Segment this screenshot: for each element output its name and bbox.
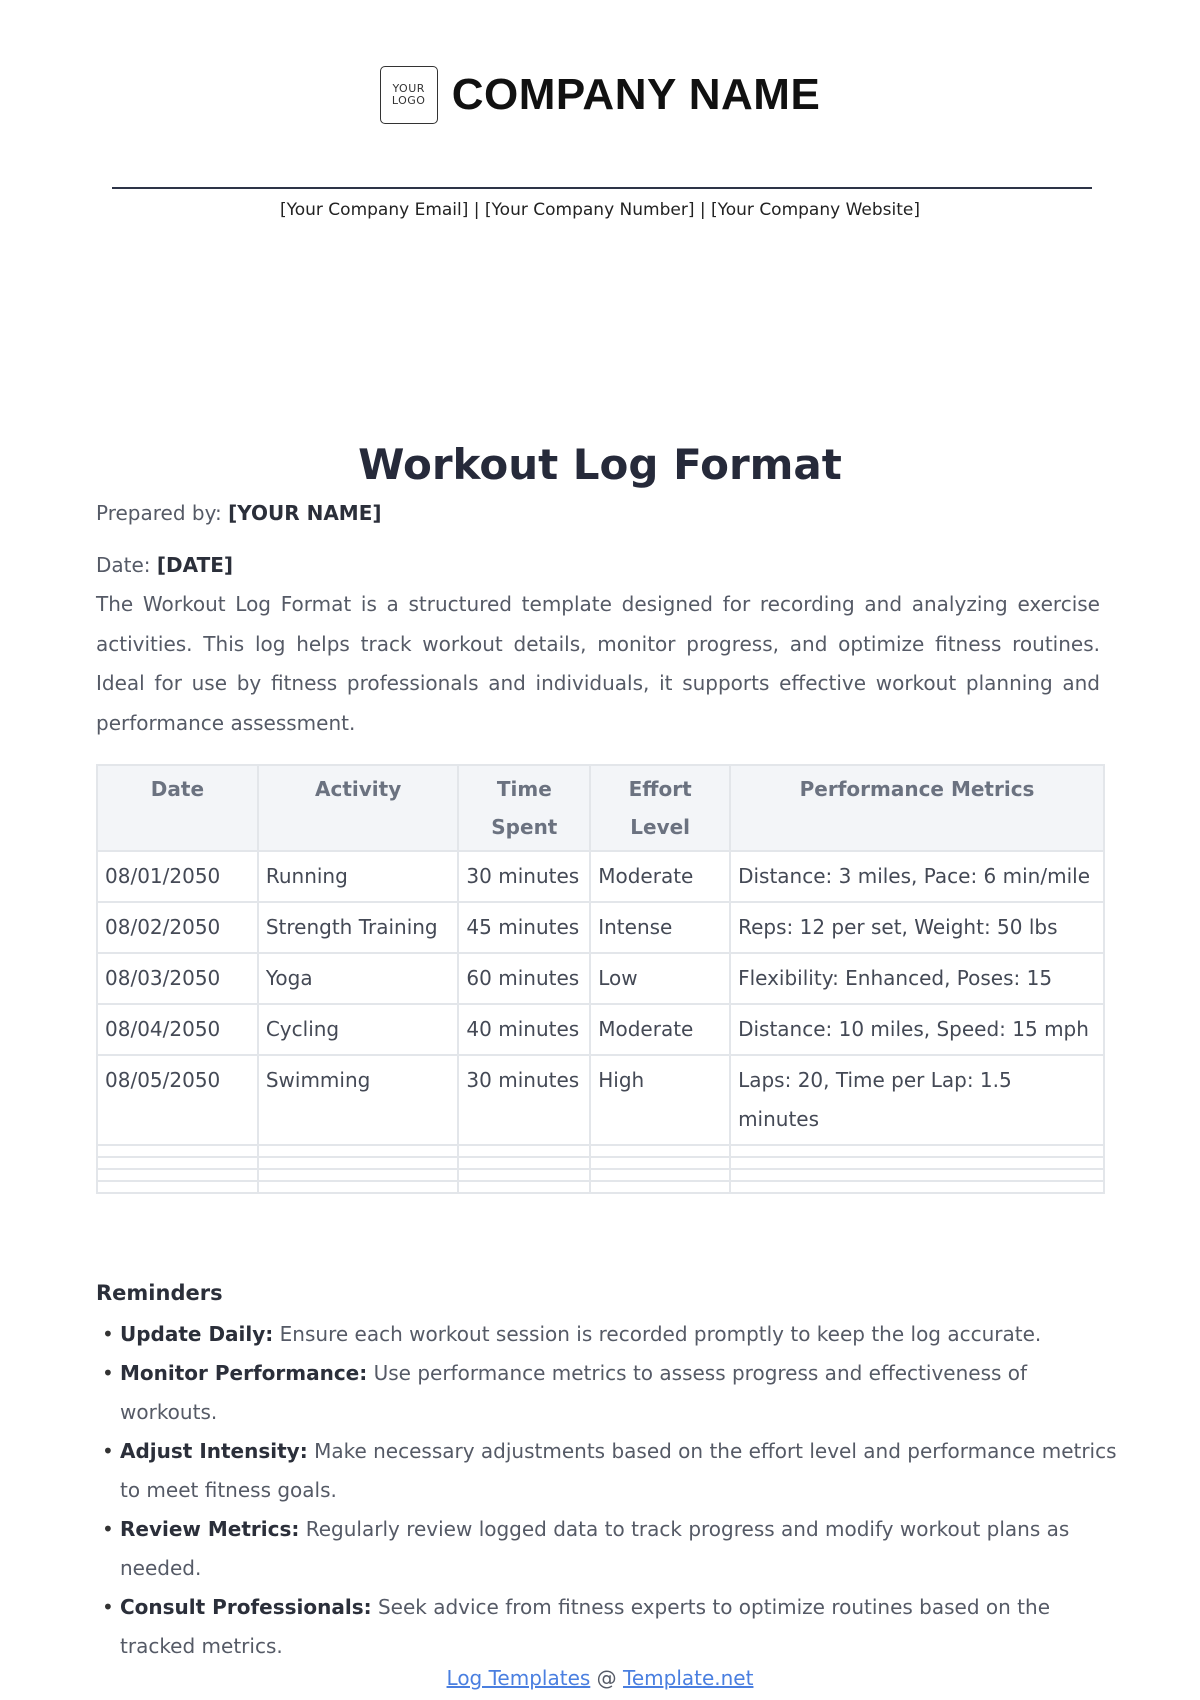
list-item — [120, 1432, 1130, 1510]
cell-date: 08/01/2050 — [97, 851, 258, 902]
cell-time-spent: 30 minutes — [458, 851, 590, 902]
reminders-heading: Reminders — [96, 1281, 223, 1305]
logo-text-line1: YOUR — [392, 82, 425, 95]
date-label: Date: — [96, 553, 151, 577]
reminder-text: Ensure each workout session is recorded promptly to keep the log accurate. — [279, 1322, 1042, 1346]
cell-effort-level: Moderate — [590, 1004, 730, 1055]
cell-date: 08/05/2050 — [97, 1055, 258, 1145]
column-header-activity: Activity — [258, 765, 459, 851]
cell-date: 08/02/2050 — [97, 902, 258, 953]
empty-table-row — [97, 1181, 1104, 1193]
reminder-label: Monitor Performance: — [120, 1361, 368, 1385]
log-templates-link[interactable]: Log Templates — [446, 1666, 591, 1690]
list-item — [120, 1315, 1130, 1354]
reminders-list — [96, 1315, 1130, 1666]
cell-performance-metrics: Reps: 12 per set, Weight: 50 lbs — [730, 902, 1104, 953]
cell-effort-level: High — [590, 1055, 730, 1145]
table-row — [97, 851, 1104, 902]
template-net-link[interactable]: Template.net — [623, 1666, 754, 1690]
logo-placeholder — [380, 66, 438, 124]
table-header-row — [97, 765, 1104, 851]
brand-block — [0, 66, 1200, 124]
cell-effort-level: Low — [590, 953, 730, 1004]
cell-time-spent: 40 minutes — [458, 1004, 590, 1055]
cell-activity: Swimming — [258, 1055, 459, 1145]
empty-cell — [730, 1181, 1104, 1193]
empty-cell — [458, 1181, 590, 1193]
reminder-label: Update Daily: — [120, 1322, 274, 1346]
header-divider — [112, 187, 1092, 189]
empty-cell — [258, 1181, 459, 1193]
empty-cell — [458, 1169, 590, 1181]
company-contact-line: [Your Company Email] | [Your Company Number] | [Your Company Website] — [279, 200, 920, 220]
date-line — [96, 553, 233, 577]
column-header-date: Date — [97, 765, 258, 851]
reminder-label: Review Metrics: — [120, 1517, 300, 1541]
cell-performance-metrics: Laps: 20, Time per Lap: 1.5 minutes — [730, 1055, 1104, 1145]
list-item — [120, 1510, 1130, 1588]
cell-performance-metrics: Flexibility: Enhanced, Poses: 15 — [730, 953, 1104, 1004]
empty-table-row — [97, 1169, 1104, 1181]
cell-date: 08/04/2050 — [97, 1004, 258, 1055]
date-value: [DATE] — [156, 553, 234, 577]
reminder-text: Use performance metrics to assess progress and effectiveness of workouts. — [120, 1361, 1028, 1424]
list-item — [120, 1588, 1130, 1666]
document-header — [0, 0, 1200, 230]
reminder-label: Adjust Intensity: — [120, 1439, 308, 1463]
empty-cell — [258, 1169, 459, 1181]
empty-cell — [458, 1157, 590, 1169]
column-header-performance-metrics: Performance Metrics — [730, 765, 1104, 851]
cell-time-spent: 45 minutes — [458, 902, 590, 953]
empty-cell — [590, 1181, 730, 1193]
cell-activity: Strength Training — [258, 902, 459, 953]
prepared-by-value: [YOUR NAME] — [228, 501, 382, 525]
table-row — [97, 1004, 1104, 1055]
empty-table-row — [97, 1157, 1104, 1169]
table-row — [97, 1055, 1104, 1145]
reminder-text: Regularly review logged data to track progress and modify workout plans as needed. — [120, 1517, 1070, 1580]
prepared-by-label: Prepared by: — [96, 501, 222, 525]
table-row — [97, 902, 1104, 953]
cell-effort-level: Intense — [590, 902, 730, 953]
table-row — [97, 953, 1104, 1004]
workout-log-table — [96, 764, 1105, 1194]
empty-cell — [730, 1169, 1104, 1181]
empty-cell — [730, 1157, 1104, 1169]
footer-attribution — [0, 1666, 1200, 1690]
column-header-effort-level: Effort Level — [590, 765, 730, 851]
cell-time-spent: 60 minutes — [458, 953, 590, 1004]
cell-time-spent: 30 minutes — [458, 1055, 590, 1145]
empty-table-row — [97, 1145, 1104, 1157]
cell-activity: Running — [258, 851, 459, 902]
document-title: Workout Log Format — [358, 440, 842, 489]
reminder-label: Consult Professionals: — [120, 1595, 372, 1619]
empty-cell — [590, 1169, 730, 1181]
prepared-by-line — [96, 501, 382, 525]
footer-separator: @ — [596, 1666, 617, 1690]
reminder-text: Seek advice from fitness experts to optimize routines based on the tracked metrics. — [120, 1595, 1050, 1658]
intro-paragraph: The Workout Log Format is a structured template designed for recording and analyzing exercise activities. This log helps track workout details, monitor progress, and optimize fitness routines. Ideal for use by fitness professionals and individuals, it supports effective workout planning and performance assessment. — [96, 592, 1100, 735]
cell-effort-level: Moderate — [590, 851, 730, 902]
list-item — [120, 1354, 1130, 1432]
logo-text-line2: LOGO — [391, 94, 426, 107]
empty-cell — [97, 1169, 258, 1181]
empty-cell — [97, 1145, 258, 1157]
column-header-time-spent: Time Spent — [458, 765, 590, 851]
empty-cell — [458, 1145, 590, 1157]
empty-cell — [590, 1145, 730, 1157]
company-name: COMPANY NAME — [451, 70, 821, 119]
cell-performance-metrics: Distance: 3 miles, Pace: 6 min/mile — [730, 851, 1104, 902]
empty-cell — [730, 1145, 1104, 1157]
cell-activity: Yoga — [258, 953, 459, 1004]
empty-cell — [97, 1181, 258, 1193]
empty-cell — [258, 1145, 459, 1157]
cell-date: 08/03/2050 — [97, 953, 258, 1004]
empty-cell — [97, 1157, 258, 1169]
reminder-text: Make necessary adjustments based on the effort level and performance metrics to meet fitness goals. — [120, 1439, 1117, 1502]
empty-cell — [590, 1157, 730, 1169]
cell-activity: Cycling — [258, 1004, 459, 1055]
empty-cell — [258, 1157, 459, 1169]
cell-performance-metrics: Distance: 10 miles, Speed: 15 mph — [730, 1004, 1104, 1055]
